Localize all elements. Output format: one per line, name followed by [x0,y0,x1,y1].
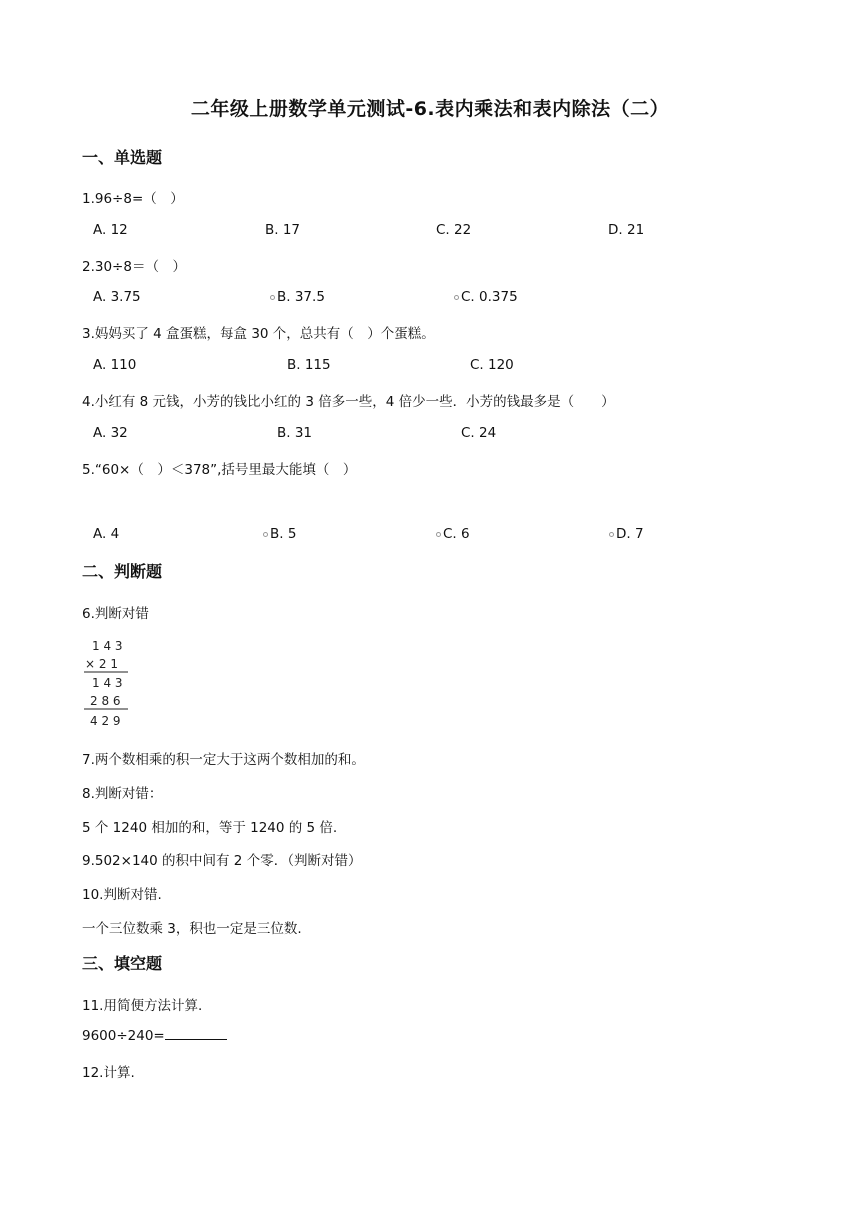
question-9: 9.502×140 的积中间有 2 个零．（判断对错） [82,853,362,869]
section-heading-true-false: 二、判断题 [82,562,163,581]
section-heading-single-choice: 一、单选题 [82,148,163,167]
question-5: 5.“60×（ ）＜378”,括号里最大能填（ ） [82,462,357,478]
q1-option-b: B. 17 [265,222,301,238]
question-1: 1.96÷8=（ ） [82,191,184,207]
calc-row-2: × 2 1 [85,657,118,671]
question-10: 10.判断对错. [82,887,162,903]
question-2: 2.30÷8＝（ ） [82,259,186,275]
option-marker-icon [436,532,441,537]
multiplication-figure [84,637,130,729]
q2-option-c: C. 0.375 [461,289,518,305]
question-12: 12.计算. [82,1065,135,1081]
calc-row-5: 4 2 9 [90,714,121,728]
option-marker-icon [263,532,268,537]
question-8: 8.判断对错： [82,786,163,802]
q5-option-d-wrap [609,526,644,542]
question-4: 4.小红有 8 元钱，小芳的钱比小红的 3 倍多一些，4 倍少一些．小芳的钱最多是（ ） [82,394,615,410]
question-10-statement: 一个三位数乘 3，积也一定是三位数. [82,921,302,937]
calc-row-1: 1 4 3 [92,639,123,653]
section-heading-fill-blank: 三、填空题 [82,954,163,973]
answer-blank [165,1028,227,1040]
q4-option-a: A. 32 [93,425,128,441]
question-11-expression-wrap [82,1028,227,1044]
option-marker-icon [270,295,275,300]
q3-option-a: A. 110 [93,357,137,373]
q1-option-a: A. 12 [93,222,128,238]
q1-option-c: C. 22 [436,222,472,238]
calc-row-3: 1 4 3 [92,676,123,690]
q5-option-b-wrap [263,526,296,542]
question-6: 6.判断对错 [82,606,149,622]
q5-option-c-wrap [436,526,470,542]
question-11-expression: 9600÷240= [82,1028,165,1044]
q4-option-c: C. 24 [461,425,497,441]
calc-row-4: 2 8 6 [90,694,121,708]
q1-option-d: D. 21 [608,222,645,238]
q2-option-c-wrap [454,289,518,305]
q4-option-b: B. 31 [277,425,313,441]
page-title: 二年级上册数学单元测试-6.表内乘法和表内除法（二） [190,98,670,120]
q3-option-c: C. 120 [470,357,514,373]
question-3: 3.妈妈买了 4 盒蛋糕，每盒 30 个，总共有（ ）个蛋糕。 [82,326,435,342]
q5-option-b: B. 5 [270,526,297,542]
q2-option-a: A. 3.75 [93,289,141,305]
q3-option-b: B. 115 [287,357,331,373]
question-11: 11.用简便方法计算. [82,998,203,1014]
question-7: 7.两个数相乘的积一定大于这两个数相加的和。 [82,752,365,768]
q2-option-b-wrap [270,289,325,305]
question-8-statement: 5 个 1240 相加的和，等于 1240 的 5 倍. [82,820,338,836]
option-marker-icon [454,295,459,300]
option-marker-icon [609,532,614,537]
q5-option-d: D. 7 [616,526,644,542]
q5-option-c: C. 6 [443,526,470,542]
q2-option-b: B. 37.5 [277,289,325,305]
q5-option-a: A. 4 [93,526,120,542]
